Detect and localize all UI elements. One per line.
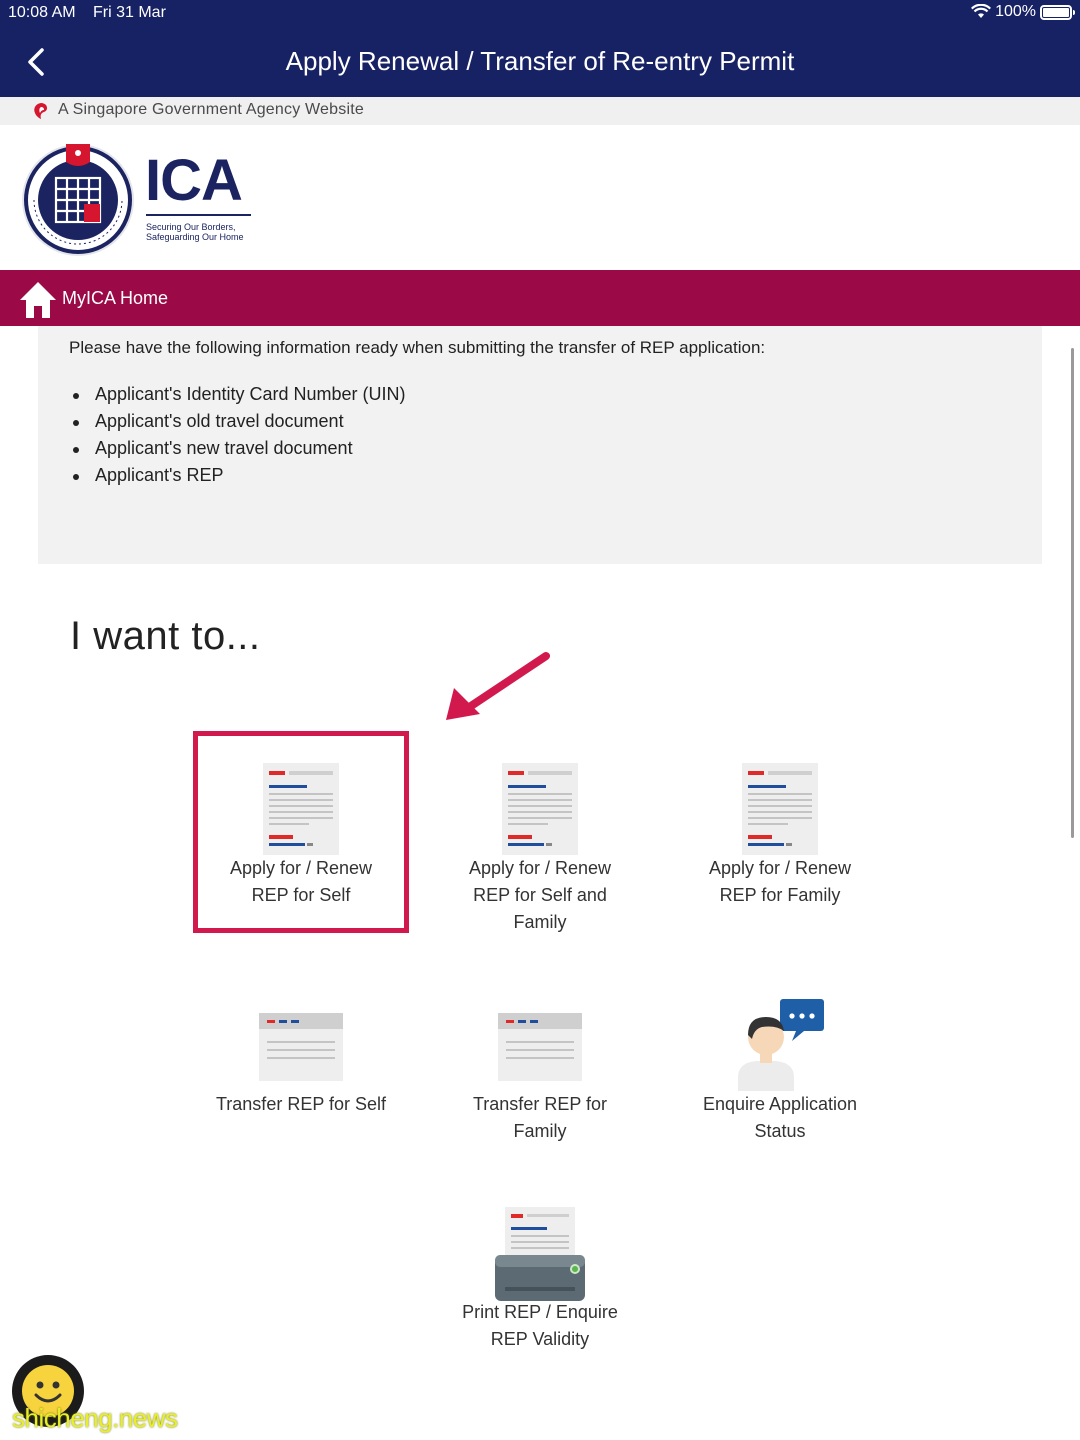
tile-label: Enquire Application Status <box>702 1094 858 1141</box>
section-heading: I want to... <box>70 614 261 658</box>
document-icon <box>742 763 818 855</box>
battery-percent: 100% <box>995 3 1036 20</box>
home-icon <box>18 280 58 320</box>
status-indicators <box>971 3 1072 21</box>
form-window-icon <box>498 1013 582 1081</box>
info-intro: Please have the following information ready when submitting the transfer of REP application: <box>69 338 766 357</box>
ica-wordmark: ICA <box>145 148 242 213</box>
tile-label: Apply for / Renew REP for Family <box>708 858 852 905</box>
page-title: Apply Renewal / Transfer of Re-entry Permit <box>285 46 795 76</box>
list-item: Applicant's REP <box>69 462 406 489</box>
info-panel <box>38 326 1042 564</box>
watermark-text: shicheng.news <box>12 1403 178 1433</box>
print-rep-enquire-validity-tile[interactable] <box>430 1207 650 1353</box>
document-icon <box>502 763 578 855</box>
tagline-line-2: Safeguarding Our Home <box>146 232 244 243</box>
transfer-rep-self-tile[interactable] <box>191 1013 411 1118</box>
myica-home-label: MyICA Home <box>62 288 169 308</box>
tile-label: Apply for / Renew REP for Self and Family <box>468 858 612 932</box>
enquire-application-status-tile[interactable] <box>670 997 890 1145</box>
apply-renew-rep-self-family-tile[interactable] <box>430 763 650 936</box>
list-item: Applicant's old travel document <box>69 408 406 435</box>
person-chat-icon <box>732 997 828 1091</box>
tile-label: Apply for / Renew REP for Self <box>229 858 373 905</box>
status-time: 10:08 AM <box>8 4 76 21</box>
form-window-icon <box>259 1013 343 1081</box>
selection-highlight <box>193 731 409 933</box>
tile-label: Transfer REP for Family <box>472 1094 608 1141</box>
apply-renew-rep-family-tile[interactable] <box>670 763 890 909</box>
tile-label: Transfer REP for Self <box>215 1094 387 1114</box>
gov-banner[interactable] <box>0 97 1080 125</box>
ica-emblem-icon <box>20 138 136 258</box>
list-item: Applicant's new travel document <box>69 435 406 462</box>
printer-icon <box>493 1207 587 1303</box>
gov-banner-text: A Singapore Government Agency Website <box>58 101 364 118</box>
logo-divider <box>146 214 251 216</box>
scrollbar[interactable] <box>1071 348 1074 838</box>
wifi-icon <box>971 4 991 20</box>
annotation-arrow-icon <box>440 648 560 728</box>
myica-home-link[interactable] <box>0 270 1080 326</box>
lion-head-icon <box>32 102 50 120</box>
status-date: Fri 31 Mar <box>93 4 166 21</box>
list-item: Applicant's Identity Card Number (UIN) <box>69 381 406 408</box>
battery-icon <box>1040 5 1072 20</box>
tile-label: Print REP / Enquire REP Validity <box>462 1302 618 1349</box>
top-nav-bar <box>0 0 1080 97</box>
logo-tagline <box>146 222 244 243</box>
ica-logo[interactable] <box>20 136 270 260</box>
transfer-rep-family-tile[interactable] <box>430 1013 650 1145</box>
tagline-line-1: Securing Our Borders, <box>146 222 236 232</box>
required-info-list <box>69 381 406 489</box>
